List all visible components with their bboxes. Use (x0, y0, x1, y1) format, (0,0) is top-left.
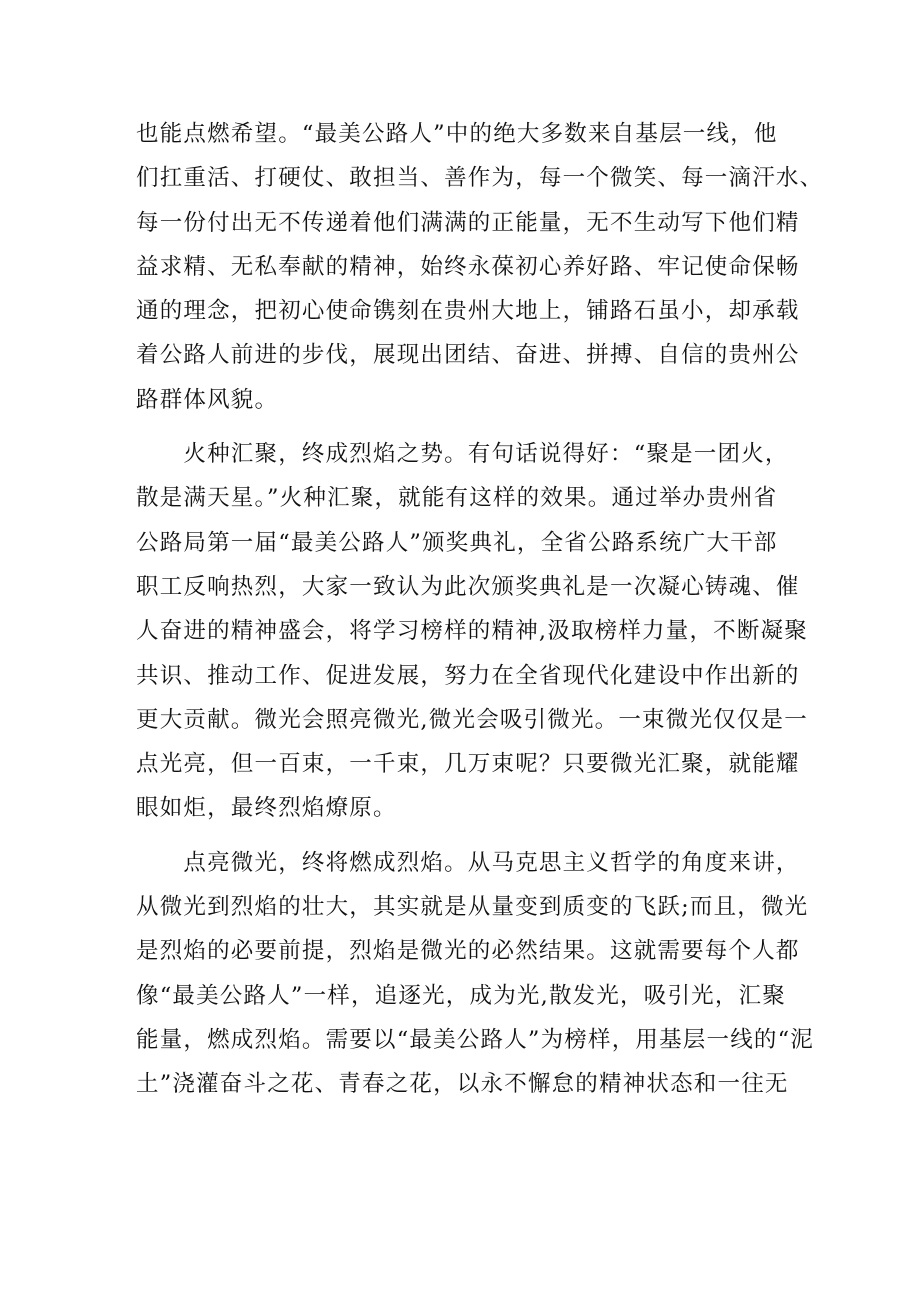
text-line: 像“最美公路人”一样，追逐光，成为光,散发光，吸引光，汇聚 (136, 982, 786, 1009)
text-line: 点亮微光，终将燃成烈焰。从马克思主义哲学的角度来讲， (136, 849, 800, 876)
text-line: 是烈焰的必要前提，烈焰是微光的必然结果。这就需要每个人都 (136, 938, 800, 965)
paragraph-gap (136, 831, 796, 841)
text-line: 公路局第一届“最美公路人”颁奖典礼，全省公路系统广大干部 (136, 529, 778, 556)
text-line: 路群体风貌。 (136, 386, 279, 413)
paragraph-gap (136, 422, 796, 432)
text-line: 共识、推动工作、促进发展，努力在全省现代化建设中作出新的 (136, 662, 800, 689)
paragraph-3 (136, 841, 815, 1107)
text-line: 人奋进的精神盛会，将学习榜样的精神,汲取榜样力量，不断凝聚 (136, 618, 808, 645)
text-line: 散是满天星。”火种汇聚，就能有这样的效果。通过举办贵州省 (136, 485, 778, 512)
text-line: 着公路人前进的步伐，展现出团结、奋进、拼搏、自信的贵州公 (136, 342, 800, 369)
text-line: 火种汇聚，终成烈焰之势。有句话说得好：“聚是一团火， (136, 441, 789, 468)
text-line: 眼如炬，最终烈焰燎原。 (136, 795, 397, 822)
text-line: 也能点燃希望。“最美公路人”中的绝大多数来自基层一线，他 (136, 121, 778, 147)
text-line: 从微光到烈焰的壮大，其实就是从量变到质变的飞跃;而且，微光 (136, 894, 809, 921)
text-line: 每一份付出无不传递着他们满满的正能量，无不生动写下他们精 (136, 209, 800, 236)
paragraph-2 (136, 432, 808, 831)
text-line: 通的理念，把初心使命镌刻在贵州大地上，铺路石虽小，却承载 (136, 298, 800, 325)
text-line: 点光亮，但一百束，一千束，几万束呢？只要微光汇聚，就能耀 (136, 751, 800, 778)
text-line: 能量，燃成烈焰。需要以“最美公路人”为榜样，用基层一线的“泥 (136, 1026, 815, 1053)
text-line: 职工反响热烈，大家一致认为此次颁奖典礼是一次凝心铸魂、催 (136, 573, 800, 600)
body-text (136, 112, 824, 1107)
text-line: 土”浇灌奋斗之花、青春之花，以永不懈怠的精神状态和一往无 (136, 1071, 789, 1098)
text-line: 们扛重活、打硬仗、敢担当、善作为，每一个微笑、每一滴汗水、 (136, 165, 824, 192)
text-line: 益求精、无私奉献的精神，始终永葆初心养好路、牢记使命保畅 (136, 253, 800, 280)
text-line: 更大贡献。微光会照亮微光,微光会吸引微光。一束微光仅仅是一 (136, 706, 808, 733)
paragraph-1 (136, 112, 824, 422)
